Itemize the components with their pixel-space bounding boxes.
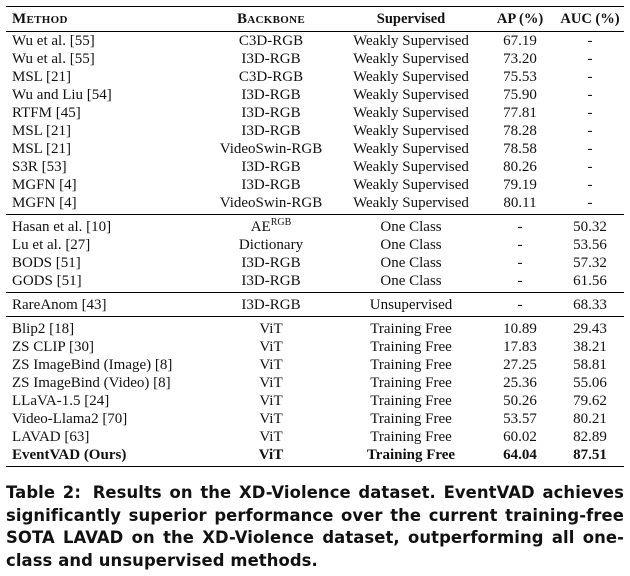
cell-auc-text: 87.51 — [573, 447, 607, 463]
cell-ap — [484, 215, 556, 237]
cell-method — [6, 410, 204, 428]
cell-ap — [484, 176, 556, 194]
cell-backbone — [204, 140, 338, 158]
cell-backbone — [204, 32, 338, 51]
cell-auc — [556, 86, 624, 104]
table-row — [6, 293, 624, 317]
table-row — [6, 68, 624, 86]
cell-method-text: MSL [21] — [12, 141, 72, 157]
caption-text: Results on the XD-Violence dataset. EventVAD achieves significantly superior performance over the current training-free SOTA LAVAD on the XD-Violence dataset, outperforming all one-class and unsupervised methods. — [6, 483, 624, 570]
cell-auc — [556, 428, 624, 446]
cell-ap — [484, 104, 556, 122]
table-row — [6, 374, 624, 392]
cell-auc-text: 80.21 — [573, 411, 607, 427]
cell-supervised — [338, 392, 484, 410]
cell-method — [6, 32, 204, 51]
cell-supervised-text: Weakly Supervised — [353, 141, 469, 157]
cell-backbone-text: I3D-RGB — [241, 273, 301, 289]
cell-supervised — [338, 236, 484, 254]
cell-ap-text: 67.19 — [503, 33, 537, 49]
cell-method-text: MGFN [4] — [12, 177, 77, 193]
cell-auc — [556, 317, 624, 339]
cell-supervised-text: Training Free — [366, 447, 456, 463]
cell-method — [6, 86, 204, 104]
cell-supervised-text: Weakly Supervised — [353, 33, 469, 49]
table-row — [6, 254, 624, 272]
cell-auc — [556, 254, 624, 272]
table-row — [6, 32, 624, 51]
cell-supervised-text: One Class — [380, 255, 442, 271]
cell-supervised — [338, 194, 484, 215]
cell-auc — [556, 122, 624, 140]
cell-backbone — [204, 446, 338, 467]
cell-supervised — [338, 68, 484, 86]
cell-method — [6, 272, 204, 293]
cell-backbone-text: I3D-RGB — [241, 105, 301, 121]
cell-backbone — [204, 194, 338, 215]
cell-auc — [556, 194, 624, 215]
cell-auc-text: 55.06 — [573, 375, 607, 391]
cell-ap — [484, 254, 556, 272]
cell-backbone-text: I3D-RGB — [241, 297, 301, 313]
cell-supervised — [338, 50, 484, 68]
cell-supervised-text: Training Free — [370, 411, 452, 427]
cell-method-text: Wu et al. [55] — [12, 51, 95, 67]
cell-ap-text: - — [517, 273, 523, 289]
cell-backbone-text: VideoSwin-RGB — [219, 141, 323, 157]
cell-ap — [484, 410, 556, 428]
table-row — [6, 140, 624, 158]
cell-supervised — [338, 32, 484, 51]
cell-method-text: RTFM [45] — [12, 105, 81, 121]
cell-backbone — [204, 68, 338, 86]
cell-auc — [556, 158, 624, 176]
cell-method — [6, 374, 204, 392]
header-method: Method — [6, 7, 204, 32]
cell-ap-text: 79.19 — [503, 177, 537, 193]
cell-ap-text: 80.26 — [503, 159, 537, 175]
cell-supervised-text: Weakly Supervised — [353, 69, 469, 85]
cell-auc — [556, 215, 624, 237]
cell-auc — [556, 104, 624, 122]
cell-method — [6, 392, 204, 410]
cell-method-text: RareAnom [43] — [12, 297, 107, 313]
table-row — [6, 122, 624, 140]
cell-method — [6, 236, 204, 254]
cell-supervised-text: Weakly Supervised — [353, 105, 469, 121]
cell-ap-text: - — [517, 297, 523, 313]
cell-method-text: Blip2 [18] — [12, 321, 75, 337]
table-row — [6, 392, 624, 410]
caption-label: Table 2: — [6, 483, 81, 502]
header-auc: AUC (%) — [556, 7, 624, 32]
cell-backbone — [204, 356, 338, 374]
cell-backbone-text: I3D-RGB — [241, 87, 301, 103]
cell-supervised — [338, 374, 484, 392]
cell-ap — [484, 140, 556, 158]
cell-backbone-text: Dictionary — [238, 237, 304, 253]
cell-auc-text: 50.32 — [573, 219, 607, 235]
cell-supervised — [338, 356, 484, 374]
cell-method — [6, 122, 204, 140]
table-row — [6, 272, 624, 293]
cell-backbone-text: I3D-RGB — [241, 51, 301, 67]
cell-method — [6, 293, 204, 317]
table-row — [6, 410, 624, 428]
cell-backbone — [204, 392, 338, 410]
cell-method — [6, 140, 204, 158]
cell-ap — [484, 194, 556, 215]
cell-backbone-text: AE — [250, 219, 271, 235]
cell-ap — [484, 374, 556, 392]
cell-backbone-text: ViT — [259, 357, 283, 373]
table-body — [6, 32, 624, 467]
header-backbone: Backbone — [204, 7, 338, 32]
cell-auc — [556, 32, 624, 51]
cell-supervised — [338, 446, 484, 467]
cell-method — [6, 215, 204, 237]
cell-auc-text: - — [587, 141, 593, 157]
cell-supervised-text: Training Free — [370, 375, 452, 391]
table-row — [6, 446, 624, 467]
table-row — [6, 236, 624, 254]
cell-auc — [556, 272, 624, 293]
cell-ap-text: 53.57 — [503, 411, 537, 427]
table-row — [6, 158, 624, 176]
cell-supervised-text: Weakly Supervised — [353, 123, 469, 139]
cell-supervised — [338, 104, 484, 122]
cell-auc-text: 82.89 — [573, 429, 607, 445]
cell-supervised — [338, 272, 484, 293]
cell-auc-text: - — [587, 159, 593, 175]
cell-auc — [556, 374, 624, 392]
header-ap: AP (%) — [484, 7, 556, 32]
cell-auc — [556, 176, 624, 194]
cell-method-text: MGFN [4] — [12, 195, 77, 211]
results-table-container — [6, 6, 624, 467]
cell-backbone — [204, 428, 338, 446]
table-row — [6, 215, 624, 237]
cell-ap — [484, 86, 556, 104]
cell-method — [6, 356, 204, 374]
cell-ap — [484, 50, 556, 68]
cell-auc-text: 61.56 — [573, 273, 607, 289]
cell-auc-text: - — [587, 51, 593, 67]
cell-supervised — [338, 176, 484, 194]
cell-ap — [484, 158, 556, 176]
cell-method — [6, 317, 204, 339]
cell-ap-text: - — [517, 219, 523, 235]
cell-backbone-text: ViT — [259, 429, 283, 445]
cell-auc-text: - — [587, 177, 593, 193]
cell-ap-text: 78.28 — [503, 123, 537, 139]
cell-auc-text: 79.62 — [573, 393, 607, 409]
cell-supervised — [338, 317, 484, 339]
cell-ap-text: 78.58 — [503, 141, 537, 157]
cell-backbone — [204, 254, 338, 272]
cell-method-text: LAVAD [63] — [12, 429, 90, 445]
cell-backbone — [204, 122, 338, 140]
cell-auc-text: - — [587, 123, 593, 139]
cell-method — [6, 446, 204, 467]
cell-ap — [484, 446, 556, 467]
cell-auc — [556, 293, 624, 317]
cell-ap — [484, 122, 556, 140]
cell-method — [6, 50, 204, 68]
cell-supervised — [338, 293, 484, 317]
cell-supervised-text: Training Free — [370, 357, 452, 373]
cell-method-text: ZS ImageBind (Video) [8] — [12, 375, 171, 391]
cell-ap — [484, 272, 556, 293]
cell-backbone-text: I3D-RGB — [241, 177, 301, 193]
cell-auc — [556, 410, 624, 428]
cell-ap — [484, 32, 556, 51]
cell-backbone — [204, 158, 338, 176]
cell-method — [6, 194, 204, 215]
cell-ap — [484, 338, 556, 356]
cell-backbone — [204, 410, 338, 428]
cell-ap-text: 77.81 — [503, 105, 537, 121]
cell-supervised-text: Weakly Supervised — [353, 51, 469, 67]
cell-backbone — [204, 272, 338, 293]
cell-ap — [484, 68, 556, 86]
cell-auc-text: 53.56 — [573, 237, 607, 253]
cell-method-text: EventVAD (Ours) — [12, 447, 127, 463]
cell-method — [6, 68, 204, 86]
cell-backbone-text: ViT — [259, 321, 283, 337]
cell-ap-text: 25.36 — [503, 375, 537, 391]
cell-supervised-text: Training Free — [370, 429, 452, 445]
table-row — [6, 86, 624, 104]
cell-method-text: S3R [53] — [12, 159, 67, 175]
cell-ap-text: 17.83 — [503, 339, 537, 355]
cell-auc — [556, 338, 624, 356]
cell-supervised — [338, 338, 484, 356]
table-caption — [6, 482, 624, 572]
cell-supervised-text: Weakly Supervised — [353, 177, 469, 193]
results-table — [6, 6, 624, 467]
cell-ap — [484, 293, 556, 317]
cell-auc — [556, 356, 624, 374]
cell-supervised — [338, 86, 484, 104]
cell-ap-text: 75.90 — [503, 87, 537, 103]
cell-supervised — [338, 158, 484, 176]
cell-backbone-text: ViT — [259, 339, 283, 355]
cell-backbone — [204, 374, 338, 392]
cell-auc-text: 38.21 — [573, 339, 607, 355]
cell-method — [6, 176, 204, 194]
cell-backbone-text: C3D-RGB — [238, 69, 304, 85]
cell-supervised — [338, 122, 484, 140]
cell-supervised — [338, 410, 484, 428]
table-row — [6, 428, 624, 446]
cell-auc — [556, 68, 624, 86]
cell-supervised-text: Training Free — [370, 393, 452, 409]
cell-supervised-text: One Class — [380, 237, 442, 253]
cell-method-text: Wu and Liu [54] — [12, 87, 112, 103]
cell-supervised-text: Weakly Supervised — [353, 87, 469, 103]
cell-supervised — [338, 140, 484, 158]
cell-method-text: ZS ImageBind (Image) [8] — [12, 357, 173, 373]
cell-method — [6, 428, 204, 446]
cell-ap-text: 10.89 — [503, 321, 537, 337]
cell-ap-text: 64.04 — [503, 447, 537, 463]
cell-ap-text: - — [517, 255, 523, 271]
cell-auc — [556, 236, 624, 254]
cell-backbone — [204, 86, 338, 104]
cell-method — [6, 338, 204, 356]
cell-auc-text: - — [587, 33, 593, 49]
cell-backbone-text: ViT — [259, 375, 283, 391]
table-row — [6, 317, 624, 339]
cell-auc-text: 58.81 — [573, 357, 607, 373]
cell-backbone — [204, 338, 338, 356]
cell-supervised-text: Training Free — [370, 339, 452, 355]
cell-method — [6, 158, 204, 176]
table-row — [6, 194, 624, 215]
cell-ap — [484, 392, 556, 410]
cell-ap-text: - — [517, 237, 523, 253]
table-row — [6, 176, 624, 194]
cell-auc-text: - — [587, 69, 593, 85]
cell-method — [6, 104, 204, 122]
cell-ap-text: 73.20 — [503, 51, 537, 67]
cell-backbone-text: C3D-RGB — [238, 33, 304, 49]
cell-method-text: Wu et al. [55] — [12, 33, 95, 49]
cell-method-text: ZS CLIP [30] — [12, 339, 94, 355]
cell-ap-text: 60.02 — [503, 429, 537, 445]
header-supervised: Supervised — [338, 7, 484, 32]
cell-backbone — [204, 50, 338, 68]
cell-method-text: MSL [21] — [12, 69, 72, 85]
cell-backbone — [204, 236, 338, 254]
cell-ap-text: 50.26 — [503, 393, 537, 409]
cell-auc — [556, 50, 624, 68]
cell-supervised-text: One Class — [380, 219, 442, 235]
cell-backbone-text: ViT — [259, 393, 283, 409]
cell-ap-text: 75.53 — [503, 69, 537, 85]
table-header-row — [6, 7, 624, 32]
cell-ap — [484, 317, 556, 339]
cell-supervised-text: One Class — [380, 273, 442, 289]
table-row — [6, 50, 624, 68]
cell-backbone-text: I3D-RGB — [241, 159, 301, 175]
cell-auc-text: - — [587, 87, 593, 103]
cell-auc-text: 57.32 — [573, 255, 607, 271]
cell-ap-text: 27.25 — [503, 357, 537, 373]
cell-backbone — [204, 317, 338, 339]
cell-ap — [484, 356, 556, 374]
cell-ap — [484, 236, 556, 254]
cell-backbone — [204, 104, 338, 122]
cell-method — [6, 254, 204, 272]
cell-method-text: MSL [21] — [12, 123, 72, 139]
table-row — [6, 104, 624, 122]
cell-backbone-text: ViT — [258, 447, 284, 463]
cell-supervised — [338, 254, 484, 272]
cell-supervised-text: Unsupervised — [369, 297, 453, 313]
cell-method-text: Lu et al. [27] — [12, 237, 91, 253]
cell-backbone-text: ViT — [259, 411, 283, 427]
cell-method-text: BODS [51] — [12, 255, 81, 271]
cell-ap-text: 80.11 — [503, 195, 537, 211]
cell-auc-text: - — [587, 195, 593, 211]
cell-auc — [556, 392, 624, 410]
cell-supervised-text: Weakly Supervised — [353, 159, 469, 175]
cell-supervised-text: Training Free — [370, 321, 452, 337]
cell-auc — [556, 140, 624, 158]
cell-ap — [484, 428, 556, 446]
cell-method-text: LLaVA-1.5 [24] — [12, 393, 110, 409]
table-row — [6, 356, 624, 374]
cell-method-text: Hasan et al. [10] — [12, 219, 112, 235]
cell-auc-text: 68.33 — [573, 297, 607, 313]
cell-backbone-text: VideoSwin-RGB — [219, 195, 323, 211]
cell-backbone-text: I3D-RGB — [241, 123, 301, 139]
cell-supervised-text: Weakly Supervised — [353, 195, 469, 211]
cell-supervised — [338, 215, 484, 237]
table-row — [6, 338, 624, 356]
cell-backbone-text: I3D-RGB — [241, 255, 301, 271]
cell-auc-text: 29.43 — [573, 321, 607, 337]
cell-backbone — [204, 293, 338, 317]
backbone-superscript: RGB — [270, 217, 292, 228]
cell-backbone — [204, 215, 338, 237]
cell-supervised — [338, 428, 484, 446]
cell-method-text: Video-Llama2 [70] — [12, 411, 128, 427]
cell-auc-text: - — [587, 105, 593, 121]
cell-method-text: GODS [51] — [12, 273, 82, 289]
cell-backbone — [204, 176, 338, 194]
cell-auc — [556, 446, 624, 467]
